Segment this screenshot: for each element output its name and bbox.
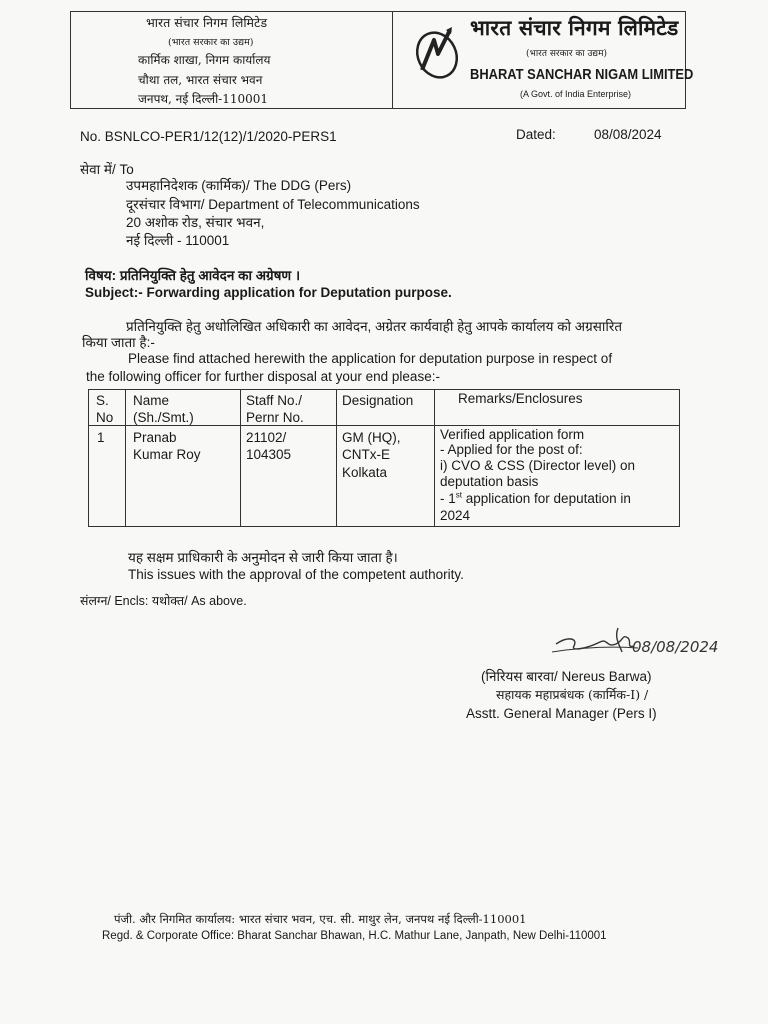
td-staff-2: 104305 — [246, 447, 292, 462]
body-english-line-2: the following officer for further disposal at your end please:- — [86, 369, 440, 384]
th-designation: Designation — [342, 393, 414, 408]
td-remarks-5-sup: st — [455, 490, 462, 500]
td-remarks-5b: application for deputation in — [462, 491, 631, 506]
body-hindi-line-1: प्रतिनियुक्ति हेतु अधोलिखित अधिकारी का आवेदन, अग्रेतर कार्यवाही हेतु आपके कार्यालय को अग्रसारित — [126, 319, 623, 334]
th-staff-2: Pernr No. — [246, 410, 304, 425]
td-remarks-5a: - 1 — [440, 491, 456, 506]
org-name-english: BHARAT SANCHAR NIGAM LIMITED — [470, 66, 694, 83]
org-name-hindi: भारत संचार निगम लिमिटेड — [470, 15, 679, 40]
td-sno: 1 — [97, 430, 105, 445]
footer-english: Regd. & Corporate Office: Bharat Sanchar Bhawan, H.C. Mathur Lane, Janpath, New Delhi-110001 — [102, 930, 607, 942]
td-desig-1: GM (HQ), — [342, 430, 401, 445]
td-remarks-4: deputation basis — [440, 474, 539, 489]
td-name-1: Pranab — [133, 430, 177, 445]
body-hindi-line-2: किया जाता है:- — [82, 335, 155, 350]
signatory-designation-hindi: सहायक महाप्रबंधक (कार्मिक-I) / — [496, 687, 649, 702]
td-remarks-6: 2024 — [440, 508, 471, 523]
header-left-line-1: भारत संचार निगम लिमिटेड — [146, 15, 268, 30]
approval-english: This issues with the approval of the competent authority. — [128, 567, 464, 582]
bsnl-logo-icon — [412, 22, 462, 84]
letterhead-divider — [392, 11, 393, 109]
th-name-2: (Sh./Smt.) — [133, 410, 194, 425]
addressee-line-4: नई दिल्ली - 110001 — [126, 233, 230, 248]
approval-hindi: यह सक्षम प्राधिकारी के अनुमोदन से जारी किया जाता है। — [128, 550, 398, 565]
table-col-divider — [336, 389, 337, 527]
org-sub-english: (A Govt. of India Enterprise) — [520, 89, 632, 99]
enclosures: संलग्न/ Encls: यथोक्त/ As above. — [80, 594, 247, 608]
th-sno-2: No — [96, 410, 114, 425]
letter-date: 08/08/2024 — [594, 127, 662, 142]
header-left-line-5: जनपथ, नई दिल्ली-110001 — [138, 92, 269, 106]
reference-number: No. BSNLCO-PER1/12(12)/1/2020-PERS1 — [80, 129, 337, 144]
subject-hindi: विषय: प्रतिनियुक्ति हेतु आवेदन का अग्रेषण । — [85, 268, 301, 283]
header-left-line-3: कार्मिक शाखा, निगम कार्यालय — [138, 53, 271, 67]
td-desig-3: Kolkata — [342, 465, 388, 480]
th-name-1: Name — [133, 393, 170, 408]
th-remarks: Remarks/Enclosures — [458, 391, 583, 406]
footer-hindi: पंजी. और निगमित कार्यालय: भारत संचार भवन, एच. सी. माथुर लेन, जनपथ नई दिल्ली-110001 — [114, 912, 527, 926]
handwritten-signature — [548, 618, 738, 668]
td-name-2: Kumar Roy — [133, 447, 201, 462]
org-sub-hindi: (भारत सरकार का उद्यम) — [526, 49, 607, 59]
signature-date: 08/08/2024 — [632, 638, 719, 656]
addressee-line-3: 20 अशोक रोड, संचार भवन, — [126, 215, 265, 230]
signatory-designation-english: Asstt. General Manager (Pers I) — [466, 706, 657, 721]
addressee-line-2: दूरसंचार विभाग/ Department of Telecommunications — [126, 197, 420, 212]
table-col-divider — [434, 389, 435, 527]
body-english-line-1: Please find attached herewith the application for deputation purpose in respect of — [128, 351, 613, 366]
table-col-divider — [240, 389, 241, 527]
header-left-line-4: चौथा तल, भारत संचार भवन — [138, 73, 263, 87]
dated-label: Dated: — [516, 127, 556, 142]
td-remarks-2: - Applied for the post of: — [440, 442, 583, 457]
addressee-line-1: उपमहानिदेशक (कार्मिक)/ The DDG (Pers) — [126, 178, 352, 193]
th-staff-1: Staff No./ — [246, 393, 303, 408]
to-label: सेवा में/ To — [80, 162, 134, 177]
subject-english: Subject:- Forwarding application for Deputation purpose. — [85, 285, 452, 300]
table-col-divider — [125, 389, 126, 527]
td-remarks-3: i) CVO & CSS (Director level) on — [440, 458, 636, 473]
td-remarks-1: Verified application form — [440, 427, 585, 442]
td-staff-1: 21102/ — [246, 430, 287, 445]
signatory-name: (निरियस बारवा/ Nereus Barwa) — [481, 669, 652, 684]
td-desig-2: CNTx-E — [342, 447, 390, 462]
td-remarks-5 — [440, 491, 631, 507]
th-sno-1: S. — [96, 393, 109, 408]
header-left-line-2: (भारत सरकार का उद्यम) — [168, 37, 254, 48]
